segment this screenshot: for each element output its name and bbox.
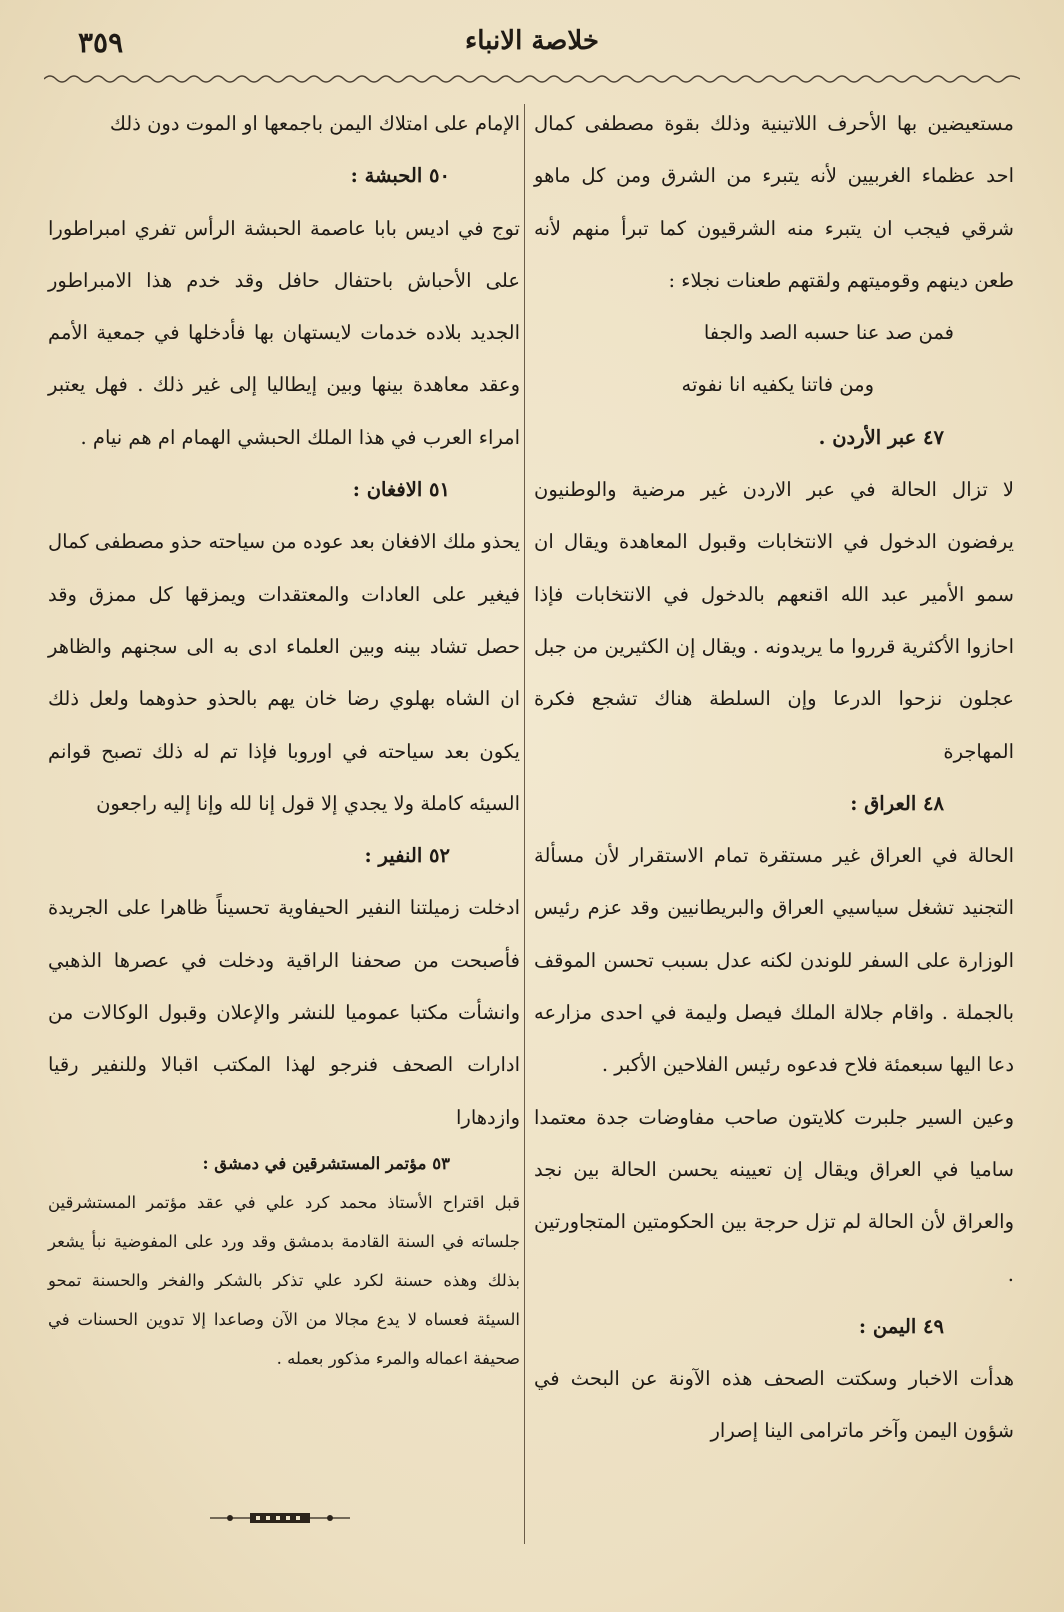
wavy-rule — [44, 72, 1020, 86]
paragraph: ادخلت زميلتنا النفير الحيفاوية تحسيناً ظاهرا على الجريدة فأصبحت من صحفنا الراقية ودخلت في عصرها الذهبي وانشأت مكتبا عموميا للنشر والإعلان وقبول الوكالات من ادارات الصحف فنرجو لهذا المكتب اقبالا وللنفير رقيا وازدهارا — [48, 896, 520, 1129]
section-heading: ٥٢ النفير : — [364, 844, 450, 868]
paragraph: قبل اقتراح الأستاذ محمد كرد علي في عقد مؤتمر المستشرقين جلساته في السنة القادمة بدمشق وقد ورد على المفوضية نبأ يشعر بذلك وهذه حسنة لكرد علي تذكر بالشكر والفخر والحسنة تمحو السيئة فعساه لا يدع مجالا من الآن وصاعدا إلا تدوين الحسنات في صحيفة اعماله والمرء مذكور بعمله . — [48, 1192, 520, 1368]
column-divider — [524, 104, 525, 1544]
section-heading: ٥٣ مؤتمر المستشرقين في دمشق : — [202, 1153, 450, 1173]
paragraph: مستعيضين بها الأحرف اللاتينية وذلك بقوة مصطفى كمال احد عظماء الغربيين لأنه يتبرء من الشرق ومن كل ماهو شرقي فيجب ان يتبرء منه الشرقيون كما تبرأ منهم لأنه طعن دينهم وقوميتهم ولقتهم طعنات نجلاء : — [534, 112, 1014, 292]
page-header — [48, 26, 1016, 70]
paragraph: وعين السير جلبرت كلايتون صاحب مفاوضات جدة معتمدا ساميا في العراق ويقال إن تعيينه يحسن الحالة بين نجد والعراق لأن الحالة لم تزل حرجة بين الحكومتين المتجاورتين . — [534, 1105, 1014, 1286]
verse-line: ومن فاتنا يكفيه انا نفوته — [681, 373, 874, 397]
section-heading: ٤٧ عبر الأردن . — [818, 425, 944, 449]
section-heading: ٥٠ الحبشة : — [350, 164, 450, 188]
left-column — [48, 98, 520, 1378]
section-heading: ٤٩ اليمن : — [858, 1314, 944, 1338]
paragraph: الإمام على امتلاك اليمن باجمعها او الموت دون ذلك — [109, 112, 520, 135]
section-heading: ٤٨ العراق : — [850, 791, 944, 815]
right-column — [534, 98, 1014, 1458]
page-number: ٣٥٩ — [78, 26, 124, 59]
verse-line: فمن صد عنا حسبه الصد والجفا — [703, 321, 954, 345]
paragraph: لا تزال الحالة في عبر الاردن غير مرضية والوطنيون يرفضون الدخول في الانتخابات وقبول المعاهدة ويقال ان سمو الأمير عبد الله اقنعهم بالدخول في الانتخابات فإذا احازوا الأكثرية قرروا ما يريدونه . ويقال إن الكثيرين من جبل عجلون نزحوا الدرعا وإن السلطة هناك تشجع فكرة المهاجرة — [534, 478, 1014, 763]
ornament-divider — [210, 1510, 350, 1526]
paragraph: هدأت الاخبار وسكتت الصحف هذه الآونة عن البحث في شؤون اليمن وآخر ماترامى الينا إصرار — [534, 1367, 1014, 1443]
page-title: خلاصة الانباء — [465, 26, 599, 56]
paragraph: توج في اديس بابا عاصمة الحبشة الرأس تفري امبراطورا على الأحباش باحتفال حافل وقد خدم هذا الامبراطور الجديد بلاده خدمات لايستهان بها فأدخلها في جمعية الأمم وعقد معاهدة بينها وبين إيطاليا إلى غير ذلك . فهل يعتبر امراء العرب في هذا الملك الحبشي الهمام ام هم نيام . — [48, 216, 520, 449]
section-heading: ٥١ الافغان : — [352, 478, 450, 502]
paragraph: الحالة في العراق غير مستقرة تمام الاستقرار لأن مسألة التجنيد تشغل سياسيي العراق والبريطانيين وقد عزم رئيس الوزارة على السفر للوندن لكنه عدل بسبب تحسن الموقف بالجملة . واقام جلالة الملك فيصل وليمة في احدى مزارعه دعا اليها سبعمئة فلاح فدعوه رئيس الفلاحين الأكبر . — [534, 844, 1014, 1077]
paragraph: يحذو ملك الافغان بعد عوده من سياحته حذو مصطفى كمال فيغير على العادات والمعتقدات ويمزقها كل ممزق وقد حصل تشاد بينه وبين العلماء ادى به الى سجنهم والظاهر ان الشاه بهلوي رضا خان يهم بالحذو حذوهما ولعل ذلك يكون بعد سياحته في اوروبا فإذا تم له ذلك تصبح قوانم السيئه كاملة ولا يجدي إلا قول إنا لله وإنا إليه راجعون — [48, 530, 520, 815]
